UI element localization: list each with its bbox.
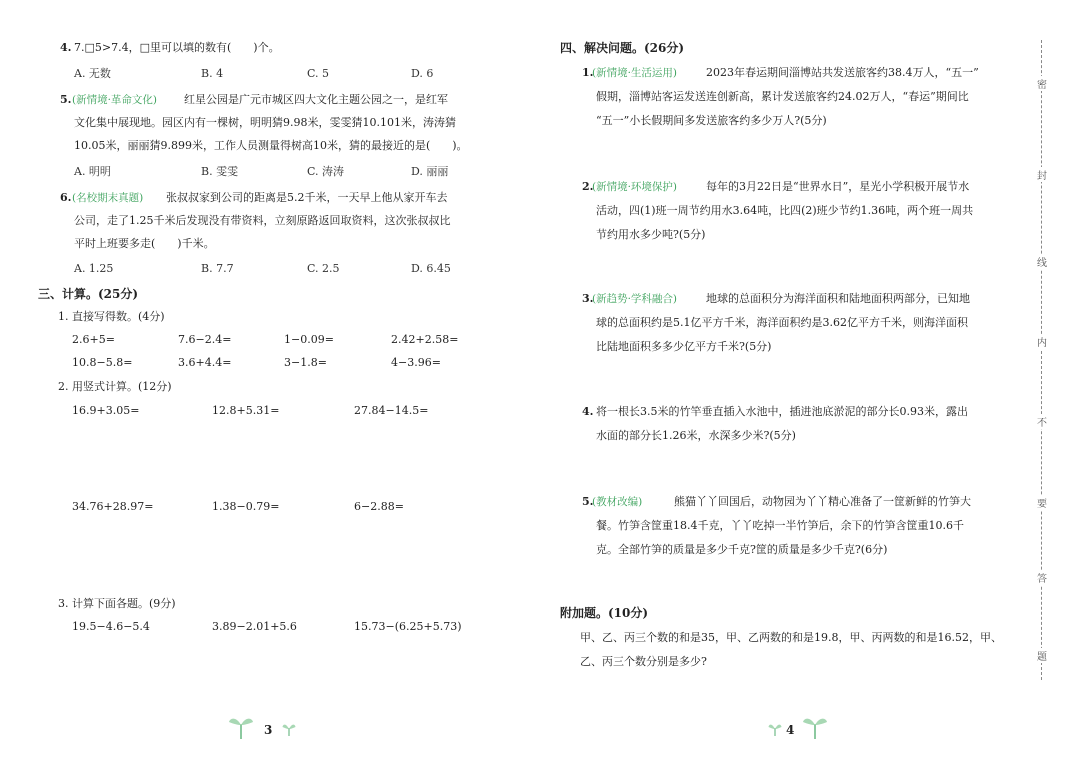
q4-number: 4. (60, 41, 72, 54)
large-sprout-icon-right (802, 712, 828, 740)
q6-option-a: A. 1.25 (74, 262, 114, 275)
r5-line-1: 熊猫丫丫回国后，动物园为丫丫精心准备了一筐新鲜的竹笋大 (674, 495, 971, 508)
q5-line-2: 文化集中展现地。园区内有一棵树，明明猜9.98米，雯雯猜10.101米，涛涛猜 (74, 116, 456, 129)
small-sprout-icon-right (768, 721, 782, 737)
r1-line-1: 2023年春运期间淄博站共发送旅客约38.4万人，“五一” (706, 66, 979, 79)
binding-char: 密 (1035, 76, 1049, 91)
p3-r1-c2: 3.89−2.01+5.6 (212, 620, 297, 633)
binding-char: 内 (1035, 334, 1049, 349)
q4-option-d: D. 6 (411, 67, 434, 80)
p1-r2-c2: 3.6+4.4= (178, 356, 232, 369)
r3-line-1: 地球的总面积分为海洋面积和陆地面积两部分，已知地 (706, 292, 970, 305)
q4-text: 7.□5>7.4，□里可以填的数有( )个。 (74, 41, 280, 54)
r5-line-2: 餐。竹笋含筐重18.4千克，丫丫吃掉一半竹笋后，余下的竹笋含筐重10.6千 (596, 519, 964, 532)
r3-number: 3. (582, 292, 594, 305)
r4-line-1: 将一根长3.5米的竹竿垂直插入水池中，插进池底淤泥的部分长0.93米，露出 (596, 405, 968, 418)
q5-option-d: D. 丽丽 (411, 165, 449, 178)
section-3-heading: 三、计算。(25分) (38, 287, 139, 301)
p1-r1-c2: 7.6−2.4= (178, 333, 232, 346)
p1-r1-c1: 2.6+5= (72, 333, 115, 346)
r2-line-2: 活动，四(1)班一周节约用水3.64吨，比四(2)班少节约1.36吨，两个班一周共 (596, 204, 974, 217)
r5-tag: (教材改编) (592, 496, 643, 508)
p1-r1-c4: 2.42+2.58= (391, 333, 459, 346)
page-number-3: 3 (264, 723, 273, 737)
bonus-line-2: 乙、丙三个数分别是多少? (580, 655, 707, 668)
p2-r2-c1: 34.76+28.97= (72, 500, 154, 513)
p2-r1-c3: 27.84−14.5= (354, 404, 429, 417)
binding-char: 封 (1035, 167, 1049, 182)
r2-tag: (新情境·环境保护) (592, 181, 678, 193)
r1-line-3: “五一”小长假期间多发送旅客约多少万人?(5分) (596, 114, 827, 127)
r3-tag: (新趋势·学科融合) (592, 293, 678, 305)
r4-line-2: 水面的部分长1.26米，水深多少米?(5分) (596, 429, 796, 442)
r3-line-3: 比陆地面积多多少亿平方千米?(5分) (596, 340, 772, 353)
p1-r2-c4: 4−3.96= (391, 356, 441, 369)
q4-option-b: B. 4 (201, 67, 224, 80)
q5-line-1: 红星公园是广元市城区四大文化主题公园之一，是红军 (184, 93, 448, 106)
q6-number: 6. (60, 191, 72, 204)
page-number-4: 4 (786, 723, 795, 737)
q6-line-2: 公司，走了1.25千米后发现没有带资料，立刻原路返回取资料，这次张叔叔比 (74, 214, 451, 227)
q5-tag: (新情境·革命文化) (72, 94, 158, 106)
p1-r2-c1: 10.8−5.8= (72, 356, 133, 369)
r4-number: 4. (582, 405, 594, 418)
part-1-title: 1. 直接写得数。(4分) (58, 310, 165, 323)
q4-option-c: C. 5 (307, 67, 330, 80)
binding-char: 题 (1035, 648, 1049, 663)
r2-line-1: 每年的3月22日是“世界水日”，星光小学积极开展节水 (706, 180, 970, 193)
q5-number: 5. (60, 93, 72, 106)
q6-line-3: 平时上班要多走( )千米。 (74, 237, 215, 250)
q6-tag: (名校期末真题) (72, 192, 144, 204)
small-sprout-icon (282, 721, 296, 737)
part-3-title: 3. 计算下面各题。(9分) (58, 597, 176, 610)
part-2-title: 2. 用竖式计算。(12分) (58, 380, 172, 393)
p2-r2-c2: 1.38−0.79= (212, 500, 280, 513)
q6-option-c: C. 2.5 (307, 262, 340, 275)
p3-r1-c1: 19.5−4.6−5.4 (72, 620, 150, 633)
p1-r1-c3: 1−0.09= (284, 333, 334, 346)
r1-tag: (新情境·生活运用) (592, 67, 678, 79)
r2-number: 2. (582, 180, 594, 193)
p2-r1-c2: 12.8+5.31= (212, 404, 280, 417)
p2-r1-c1: 16.9+3.05= (72, 404, 140, 417)
binding-char: 要 (1035, 495, 1049, 510)
right-page (540, 0, 1080, 763)
bonus-heading: 附加题。(10分) (560, 606, 649, 620)
r5-number: 5. (582, 495, 594, 508)
p1-r2-c3: 3−1.8= (284, 356, 327, 369)
bonus-line-1: 甲、乙、丙三个数的和是35，甲、乙两数的和是19.8，甲、丙两数的和是16.52，甲、 (580, 631, 1002, 644)
r1-number: 1. (582, 66, 594, 79)
q5-option-c: C. 涛涛 (307, 165, 345, 178)
section-4-heading: 四、解决问题。(26分) (560, 41, 685, 55)
binding-strip (1030, 40, 1054, 680)
r5-line-3: 克。全部竹笋的质量是多少千克?筐的质量是多少千克?(6分) (596, 543, 888, 556)
q5-line-3: 10.05米，丽丽猜9.899米，工作人员测量得树高10米，猜的最接近的是( )。 (74, 139, 468, 152)
binding-char: 线 (1035, 254, 1049, 269)
large-sprout-icon (228, 712, 254, 740)
q6-option-d: D. 6.45 (411, 262, 451, 275)
p2-r2-c3: 6−2.88= (354, 500, 404, 513)
q4-option-a: A. 无数 (74, 67, 111, 80)
p3-r1-c3: 15.73−(6.25+5.73) (354, 620, 462, 633)
q5-option-b: B. 雯雯 (201, 165, 239, 178)
binding-char: 不 (1035, 414, 1049, 429)
q6-option-b: B. 7.7 (201, 262, 234, 275)
r1-line-2: 假期，淄博站客运发送连创新高，累计发送旅客约24.02万人，“春运”期间比 (596, 90, 969, 103)
binding-char: 答 (1035, 570, 1049, 585)
q5-option-a: A. 明明 (74, 165, 111, 178)
q6-line-1: 张叔叔家到公司的距离是5.2千米，一天早上他从家开车去 (166, 191, 448, 204)
r2-line-3: 节约用水多少吨?(5分) (596, 228, 706, 241)
r3-line-2: 球的总面积约是5.1亿平方千米，海洋面积约是3.62亿平方千米，则海洋面积 (596, 316, 968, 329)
